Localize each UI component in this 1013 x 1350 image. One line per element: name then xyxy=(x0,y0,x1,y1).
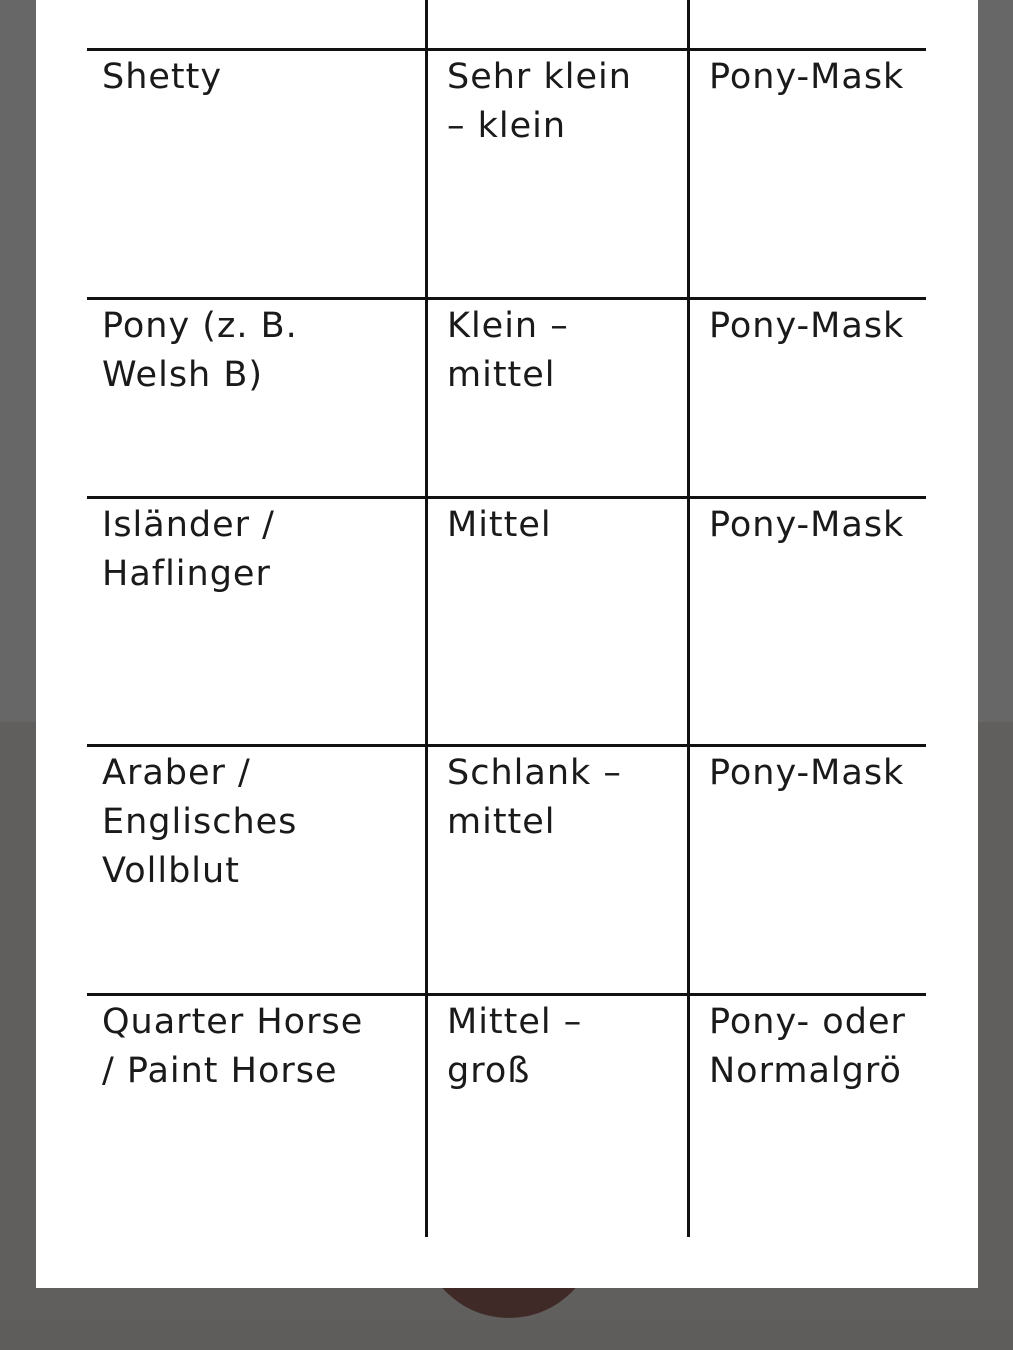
table-cell-build: Mittel xyxy=(447,505,552,545)
column-divider xyxy=(425,0,428,1237)
table-cell-breed: Shetty xyxy=(102,57,223,97)
table-cell-breed: Pony (z. B. Welsh B) xyxy=(102,306,298,395)
table-cell-build: Schlank – mittel xyxy=(447,753,622,842)
table-cell-build: Klein – mittel xyxy=(447,306,569,395)
column-divider xyxy=(687,0,690,1237)
row-divider xyxy=(87,993,926,996)
table-cell-build: Mittel – groß xyxy=(447,1002,583,1091)
table-cell-breed: Isländer / Haflinger xyxy=(102,505,275,594)
table-cell-breed: Araber / Englisches Vollblut xyxy=(102,753,298,891)
table-cell-breed: Quarter Horse / Paint Horse xyxy=(102,1002,364,1091)
table-modal xyxy=(36,0,978,1288)
table-cell-build: Sehr klein – klein xyxy=(447,57,632,146)
row-divider xyxy=(87,744,926,747)
row-divider xyxy=(87,496,926,499)
table-cell-size: Pony- oder Normalgrö xyxy=(709,1002,906,1091)
page-footer-strip xyxy=(0,1320,1013,1350)
size-table[interactable] xyxy=(87,0,926,1240)
table-cell-size: Pony-Mask xyxy=(709,753,905,793)
table-cell-size: Pony-Mask xyxy=(709,505,905,545)
table-cell-size: Pony-Mask xyxy=(709,57,905,97)
table-cell-size: Pony-Mask xyxy=(709,306,905,346)
row-divider xyxy=(87,297,926,300)
row-divider xyxy=(87,48,926,51)
